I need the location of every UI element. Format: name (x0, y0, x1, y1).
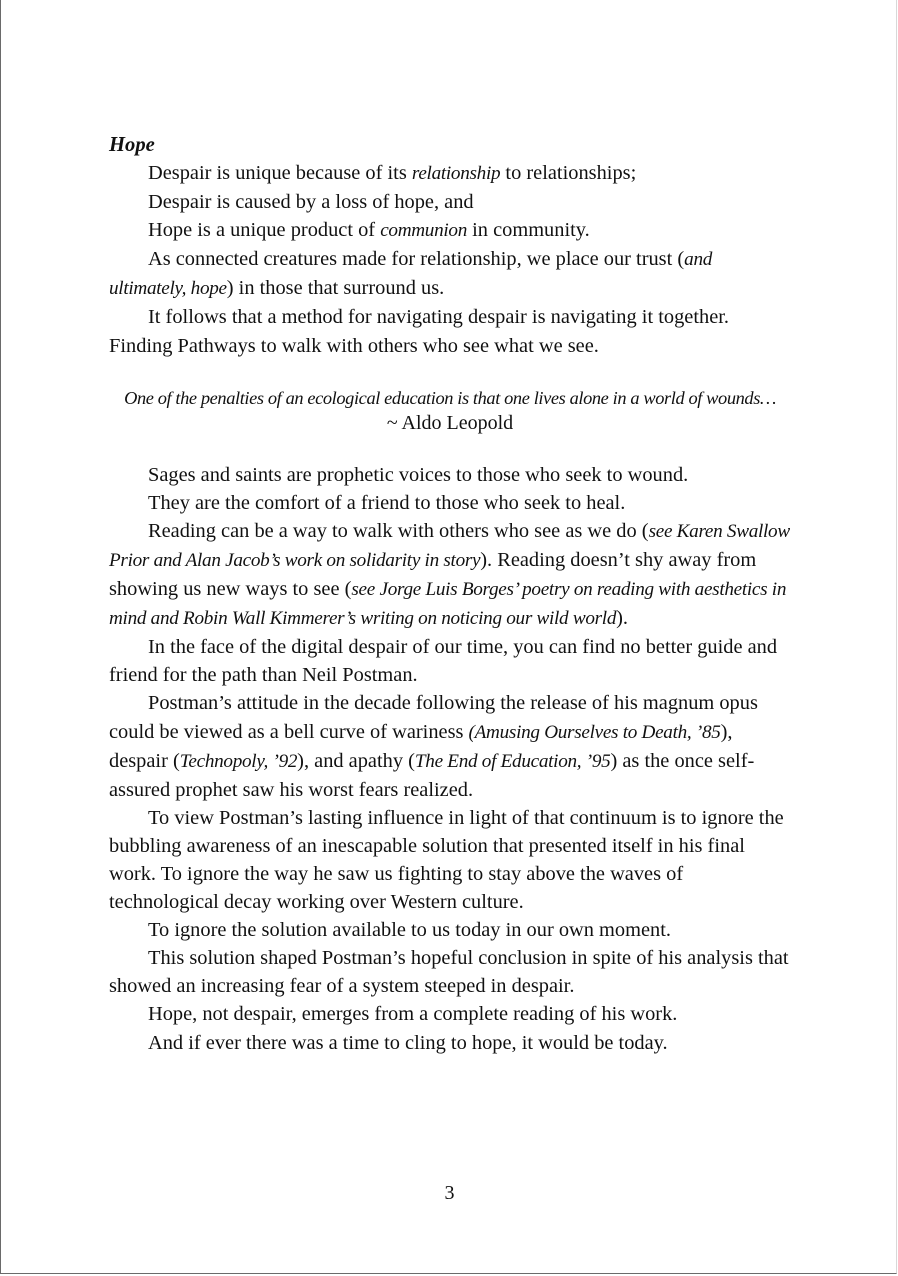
body-paragraph-2: They are the comfort of a friend to those who seek to heal. (148, 491, 626, 514)
body-paragraph-9: Hope, not despair, emerges from a complete reading of his work. (148, 1003, 678, 1026)
emphasis: (Amusing Ourselves to Death, ’85 (468, 721, 721, 743)
intro-line-1: Despair is unique because of its relationship to relationships; (148, 162, 637, 184)
page-content (109, 131, 791, 1057)
emphasis: Technopoly, ’92 (179, 750, 298, 772)
body-paragraph-7: To ignore the solution available to us today in our own moment. (148, 919, 671, 942)
page-number: 3 (444, 1182, 455, 1204)
body-paragraph-1: Sages and saints are prophetic voices to those who seek to wound. (148, 463, 689, 486)
emphasis: see Karen Swallow Prior and Alan Jacob’s work on solidarity in story (109, 520, 790, 571)
intro-line-2: Despair is caused by a loss of hope, and (148, 191, 474, 214)
emphasis: see Jorge Luis Borges’ poetry on reading with aesthetics in mind and Robin Wall Kimmerer’s writing on noticing our wild world (109, 579, 787, 630)
emphasis: and ultimately, hope (109, 249, 713, 300)
body-paragraph-8: This solution shaped Postman’s hopeful conclusion in spite of his analysis that showed an increasing fear of a system steeped in despair. (109, 947, 789, 998)
intro-line-5: It follows that a method for navigating despair is navigating it together. Finding Pathways to walk with others who see what we see. (109, 306, 730, 357)
body-paragraph-5: Postman’s attitude in the decade following the release of his magnum opus could be viewed as a bell curve of wariness (Amusing Ourselves to Death, ’85), despair (Technopoly, ’92), and apathy (The End of Education, ’95) as the once self-assured prophet saw his worst fears realized. (109, 692, 758, 801)
body-paragraph-6: To view Postman’s lasting influence in light of that continuum is to ignore the bubbling awareness of an inescapable solution that presented itself in his final work. To ignore the way he saw us fighting to stay above the waves of technological decay working over Western culture. (109, 806, 784, 914)
epigraph-attribution: ~ Aldo Leopold (386, 411, 514, 434)
emphasis: communion (380, 220, 468, 242)
epigraph-quote: One of the penalties of an ecological education is that one lives alone in a world of wounds… (124, 387, 776, 408)
intro-line-3: Hope is a unique product of communion in community. (148, 219, 590, 242)
emphasis: The End of Education, ’95 (414, 750, 611, 772)
body-paragraph-4: In the face of the digital despair of our time, you can find no better guide and friend for the path than Neil Postman. (109, 636, 778, 687)
emphasis: relationship (411, 163, 501, 184)
section-heading: Hope (109, 134, 155, 156)
body-paragraph-3: Reading can be a way to walk with others who see as we do (see Karen Swallow Prior and Alan Jacob’s work on solidarity in story). Reading doesn’t shy away from showing us new ways to see (see Jorge Luis Borges’ poetry on reading with aesthetics in mind and Robin Wall Kimmerer’s writing on noticing our wild world). (109, 519, 790, 630)
intro-line-4: As connected creatures made for relationship, we place our trust (and ultimately, hope) in those that surround us. (109, 248, 713, 300)
epigraph (109, 386, 791, 435)
body-paragraph-10: And if ever there was a time to cling to hope, it would be today. (148, 1031, 668, 1054)
